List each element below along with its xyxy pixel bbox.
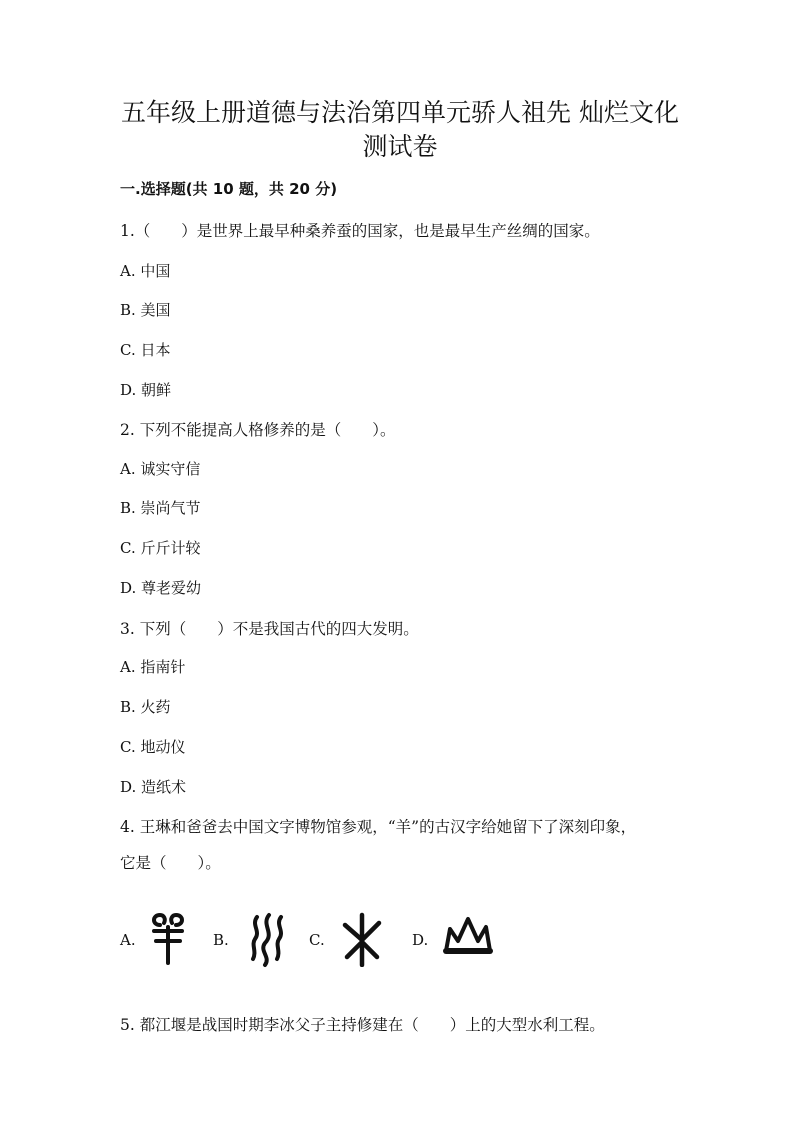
question-3-option-c[interactable]: C. 地动仪 xyxy=(120,738,186,756)
question-2-option-d[interactable]: D. 尊老爱幼 xyxy=(120,579,202,597)
ancient-water-glyph-icon xyxy=(247,911,287,969)
question-1-option-a[interactable]: A. 中国 xyxy=(120,262,171,280)
question-1-stem: 1.（ ）是世界上最早种桑养蚕的国家，也是最早生产丝绸的国家。 xyxy=(120,222,600,240)
question-4-option-c-label: C. xyxy=(309,931,325,949)
question-4-option-c[interactable] xyxy=(309,905,399,975)
page-title-line-1: 五年级上册道德与法治第四单元骄人祖先 灿烂文化 xyxy=(121,98,679,127)
question-5-stem: 5. 都江堰是战国时期李冰父子主持修建在（ ）上的大型水利工程。 xyxy=(120,1016,605,1034)
page-title-line-2: 测试卷 xyxy=(362,132,438,161)
question-2-stem: 2. 下列不能提高人格修养的是（ ）。 xyxy=(120,421,396,439)
question-1-option-d[interactable]: D. 朝鲜 xyxy=(120,381,172,399)
question-4-stem-line-2: 它是（ ）。 xyxy=(120,854,221,872)
question-4-option-d[interactable] xyxy=(412,905,512,975)
section-heading: 一.选择题(共 10 题，共 20 分) xyxy=(120,180,338,198)
ancient-sheep-glyph-icon xyxy=(146,911,190,967)
question-4-option-a[interactable] xyxy=(120,905,200,975)
question-3-option-d[interactable]: D. 造纸术 xyxy=(120,778,187,796)
question-4-option-b-label: B. xyxy=(213,931,229,949)
question-3-option-b[interactable]: B. 火药 xyxy=(120,698,171,716)
question-2-option-c[interactable]: C. 斤斤计较 xyxy=(120,539,201,557)
question-2-option-b[interactable]: B. 崇尚气节 xyxy=(120,499,201,517)
question-3-stem: 3. 下列（ ）不是我国古代的四大发明。 xyxy=(120,620,419,638)
question-2-option-a[interactable]: A. 诚实守信 xyxy=(120,460,201,478)
question-4-glyph-options xyxy=(120,905,520,975)
ancient-tree-glyph-icon xyxy=(339,911,385,967)
question-4-stem-line-1: 4. 王琳和爸爸去中国文字博物馆参观，“羊”的古汉字给她留下了深刻印象， xyxy=(120,818,637,836)
question-3-option-a[interactable]: A. 指南针 xyxy=(120,658,186,676)
question-4-option-b[interactable] xyxy=(213,905,293,975)
question-4-option-d-label: D. xyxy=(412,931,429,949)
question-1-option-c[interactable]: C. 日本 xyxy=(120,341,171,359)
ancient-mountain-glyph-icon xyxy=(442,911,494,959)
question-4-option-a-label: A. xyxy=(120,931,136,949)
question-1-option-b[interactable]: B. 美国 xyxy=(120,301,171,319)
